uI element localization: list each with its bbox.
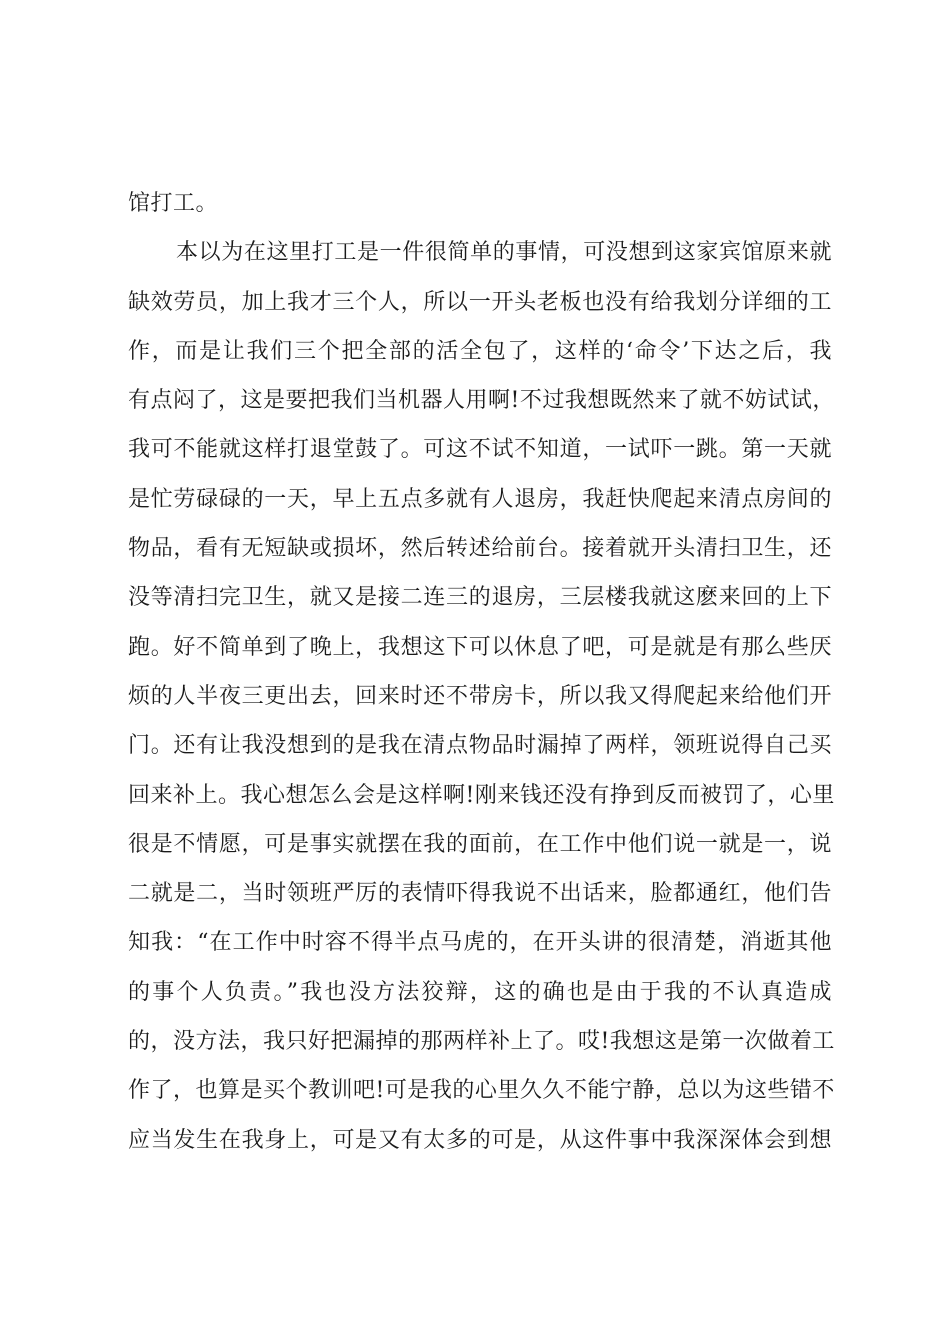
text-line-17: 的事个人负责。”我也没方法狡辩，这的确也是由于我的不认真造成 xyxy=(128,979,832,1005)
text-line-14: 很是不情愿，可是事实就摆在我的面前，在工作中他们说一就是一，说 xyxy=(128,831,832,857)
text-line-8: 物品，看有无短缺或损坏，然后转述给前台。接着就开头清扫卫生，还 xyxy=(128,536,832,562)
text-line-2: 本以为在这里打工是一件很简单的事情，可没想到这家宾馆原来就 xyxy=(176,240,832,266)
text-line-10: 跑。好不简单到了晚上，我想这下可以休息了吧，可是就是有那么些厌 xyxy=(128,634,832,660)
text-line-12: 门。还有让我没想到的是我在清点物品时漏掉了两样，领班说得自己买 xyxy=(128,733,832,759)
text-line-15: 二就是二，当时领班严厉的表情吓得我说不出话来，脸都通红，他们告 xyxy=(128,881,832,907)
text-line-19: 作了，也算是买个教训吧!可是我的心里久久不能宁静，总以为这些错不 xyxy=(128,1078,835,1104)
text-line-5: 有点闷了，这是要把我们当机器人用啊!不过我想既然来了就不妨试试， xyxy=(128,388,835,414)
text-line-1: 馆打工。 xyxy=(128,191,219,216)
text-line-11: 烦的人半夜三更出去，回来时还不带房卡，所以我又得爬起来给他们开 xyxy=(128,683,832,709)
text-line-13: 回来补上。我心想怎么会是这样啊!刚来钱还没有挣到反而被罚了，心里 xyxy=(128,782,835,808)
text-line-18: 的，没方法，我只好把漏掉的那两样补上了。哎!我想这是第一次做着工 xyxy=(128,1029,835,1055)
text-line-3: 缺效劳员，加上我才三个人，所以一开头老板也没有给我划分详细的工 xyxy=(128,289,832,315)
text-line-6: 我可不能就这样打退堂鼓了。可这不试不知道，一试吓一跳。第一天就 xyxy=(128,437,832,463)
text-line-4: 作，而是让我们三个把全部的活全包了，这样的‘命令’下达之后，我 xyxy=(128,338,832,364)
text-line-16: 知我：“在工作中时容不得半点马虎的，在开头讲的很清楚，消逝其他 xyxy=(128,930,832,956)
text-line-7: 是忙劳碌碌的一天，早上五点多就有人退房，我赶快爬起来清点房间的 xyxy=(128,486,832,512)
body-text xyxy=(128,186,835,1172)
text-line-20: 应当发生在我身上，可是又有太多的可是，从这件事中我深深体会到想 xyxy=(128,1127,832,1153)
text-line-9: 没等清扫完卫生，就又是接二连三的退房，三层楼我就这麽来回的上下 xyxy=(128,585,832,611)
